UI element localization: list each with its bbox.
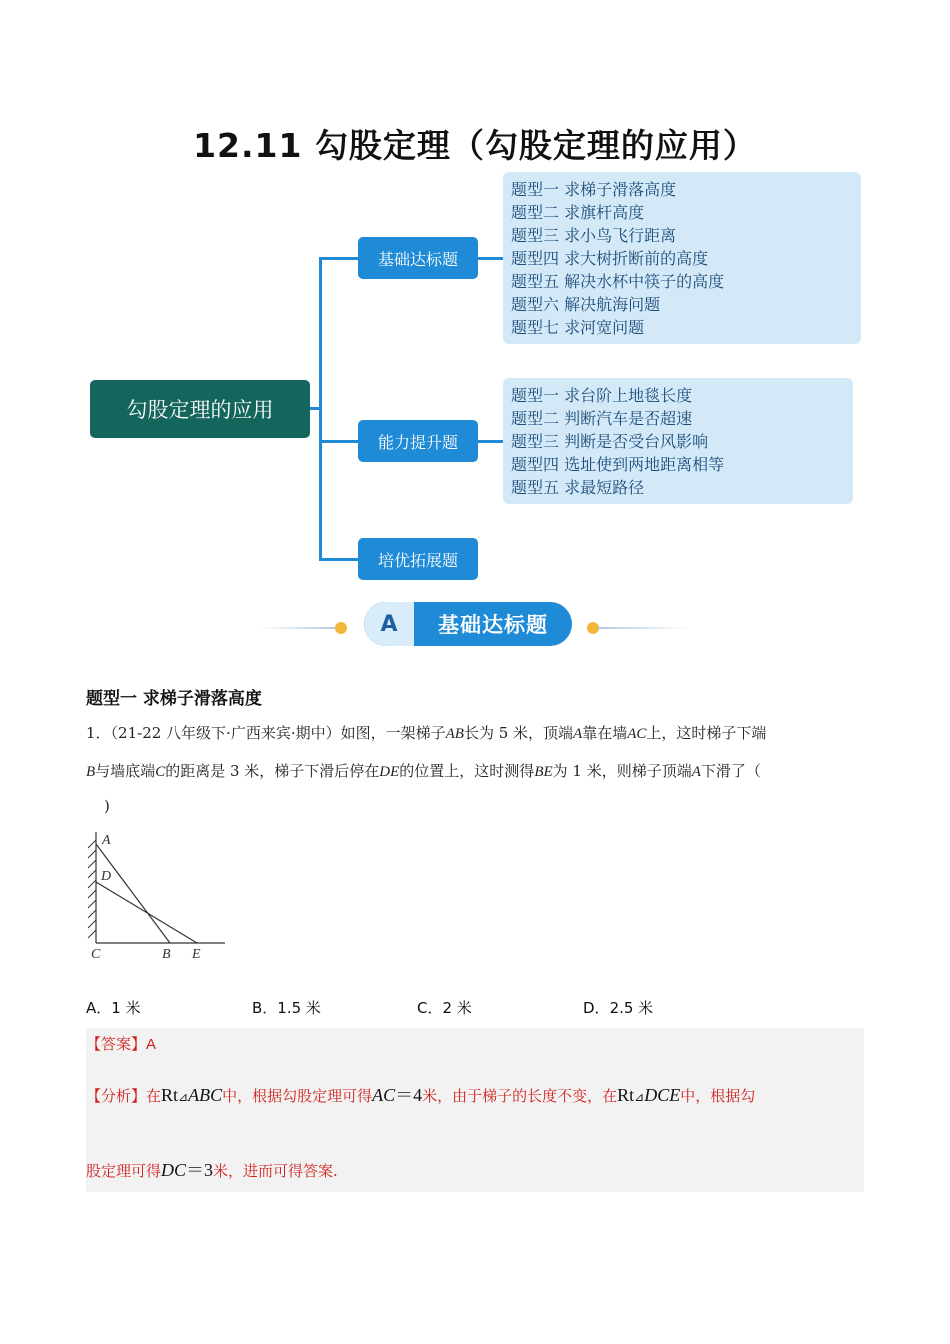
leaf-item: 题型三 判断是否受台风影响 — [511, 432, 709, 451]
ladder-de — [96, 882, 197, 943]
connector-leaf-2 — [478, 440, 504, 443]
label-e: E — [192, 947, 201, 962]
question-text: 靠在墙 — [582, 724, 628, 742]
analysis-label: 【分析】 — [86, 1087, 147, 1105]
option-key: C． — [417, 999, 443, 1017]
question-text: 的位置上，这时测得 — [399, 762, 535, 780]
analysis-line-2 — [86, 1156, 338, 1182]
ladder-ab — [96, 844, 170, 943]
connector-branch-2 — [319, 440, 359, 443]
question-text: 为 1 米，则梯子顶端 — [552, 762, 692, 780]
connector-branch-3 — [319, 558, 359, 561]
section-title: 题型一 求梯子滑落高度 — [86, 689, 262, 709]
math-var: AB — [445, 726, 464, 742]
leaf-item: 题型一 求梯子滑落高度 — [511, 180, 677, 199]
math-var: ABC — [188, 1085, 223, 1105]
option-key: D． — [583, 999, 610, 1017]
leaf-item: 题型三 求小鸟飞行距离 — [511, 226, 677, 245]
math-eq: ＝4 — [395, 1085, 423, 1105]
question-text: 如图，一架梯子 — [340, 724, 446, 742]
math-expr — [161, 1085, 222, 1105]
leaf-box-advanced — [503, 378, 853, 504]
math-eq: ＝3 — [186, 1160, 214, 1180]
label-c: C — [91, 947, 101, 962]
math-var: A — [691, 764, 701, 780]
analysis-text: 在 — [146, 1087, 162, 1105]
math-expr — [617, 1085, 680, 1105]
option-a — [86, 997, 141, 1018]
option-c — [417, 997, 472, 1018]
question-text: 长为 5 米，顶端 — [463, 724, 574, 742]
branch-extension: 培优拓展题 — [358, 538, 478, 580]
page-title: 12.11 勾股定理（勾股定理的应用） — [193, 126, 757, 165]
leaf-item: 题型四 选址使到两地距离相等 — [511, 455, 725, 474]
math-var: BE — [534, 764, 553, 780]
math-var: C — [155, 764, 166, 780]
triangle-symbol: ⊿ — [178, 1090, 189, 1104]
leaf-item: 题型二 求旗杆高度 — [511, 203, 645, 222]
question-line-1 — [86, 722, 766, 743]
banner-text: 基础达标题 — [438, 613, 548, 637]
triangle-symbol: ⊿ — [634, 1090, 645, 1104]
question-number: 1． — [86, 724, 111, 742]
analysis-text: 米，由于梯子的长度不变，在 — [422, 1087, 618, 1105]
option-key: B． — [252, 999, 278, 1017]
question-text: 的距离是 3 米，梯子下滑后停在 — [165, 762, 380, 780]
question-text: 与墙底端 — [95, 762, 156, 780]
connector-branch-1 — [319, 257, 359, 260]
math-var: DCE — [644, 1085, 681, 1105]
math-var: A — [573, 726, 583, 742]
leaf-item: 题型六 解决航海问题 — [511, 295, 661, 314]
mindmap-root: 勾股定理的应用 — [90, 380, 310, 438]
ladder-figure — [82, 826, 232, 966]
wall-hatching — [88, 840, 96, 938]
math-expr — [372, 1085, 422, 1105]
leaf-item: 题型五 求最短路径 — [511, 478, 645, 497]
option-d — [583, 997, 653, 1018]
banner-line-right — [598, 627, 690, 629]
answer-line — [86, 1033, 156, 1054]
question-text: 下滑了（ — [700, 762, 761, 780]
connector-leaf-1 — [478, 257, 504, 260]
question-line-2 — [86, 760, 761, 781]
question-source: （21-22 八年级下·广西来宾·期中） — [110, 724, 341, 742]
leaf-box-basic — [503, 172, 861, 344]
label-a: A — [102, 833, 111, 848]
analysis-line-1 — [86, 1081, 755, 1107]
math-var: DE — [379, 764, 400, 780]
math-var: AC — [627, 726, 647, 742]
banner-line-left — [258, 627, 338, 629]
branch-advanced: 能力提升题 — [358, 420, 478, 462]
question-line-3: ) — [104, 797, 110, 815]
math-var: B — [86, 764, 96, 780]
answer-value: A — [146, 1036, 157, 1053]
option-text: 2.5 米 — [609, 999, 654, 1017]
option-text: 1.5 米 — [277, 999, 321, 1017]
math-var: DC — [161, 1160, 187, 1180]
math-var: AC — [372, 1085, 396, 1105]
label-b: B — [162, 947, 171, 962]
option-text: 2 米 — [442, 999, 472, 1017]
math-rt: Rt — [617, 1085, 635, 1105]
analysis-text: 米，进而可得答案. — [213, 1162, 338, 1180]
analysis-text: 股定理可得 — [86, 1162, 162, 1180]
banner-letter: A — [364, 602, 414, 646]
option-b — [252, 997, 321, 1018]
label-d: D — [101, 869, 112, 884]
leaf-item: 题型一 求台阶上地毯长度 — [511, 386, 693, 405]
leaf-item: 题型五 解决水杯中筷子的高度 — [511, 272, 725, 291]
analysis-text: 中，根据勾 — [680, 1087, 756, 1105]
leaf-item: 题型四 求大树折断前的高度 — [511, 249, 709, 268]
analysis-text: 中，根据勾股定理可得 — [222, 1087, 373, 1105]
question-text: 上，这时梯子下端 — [646, 724, 767, 742]
connector-vertical — [319, 257, 322, 561]
math-rt: Rt — [161, 1085, 179, 1105]
option-key: A． — [86, 999, 112, 1017]
banner-dot-left — [335, 622, 347, 634]
banner-pill — [364, 602, 572, 646]
answer-label: 【答案】 — [86, 1035, 147, 1053]
answer-box — [86, 1028, 864, 1192]
leaf-item: 题型七 求河宽问题 — [511, 318, 645, 337]
math-expr — [161, 1160, 213, 1180]
option-text: 1 米 — [111, 999, 141, 1017]
leaf-item: 题型二 判断汽车是否超速 — [511, 409, 693, 428]
branch-basic: 基础达标题 — [358, 237, 478, 279]
